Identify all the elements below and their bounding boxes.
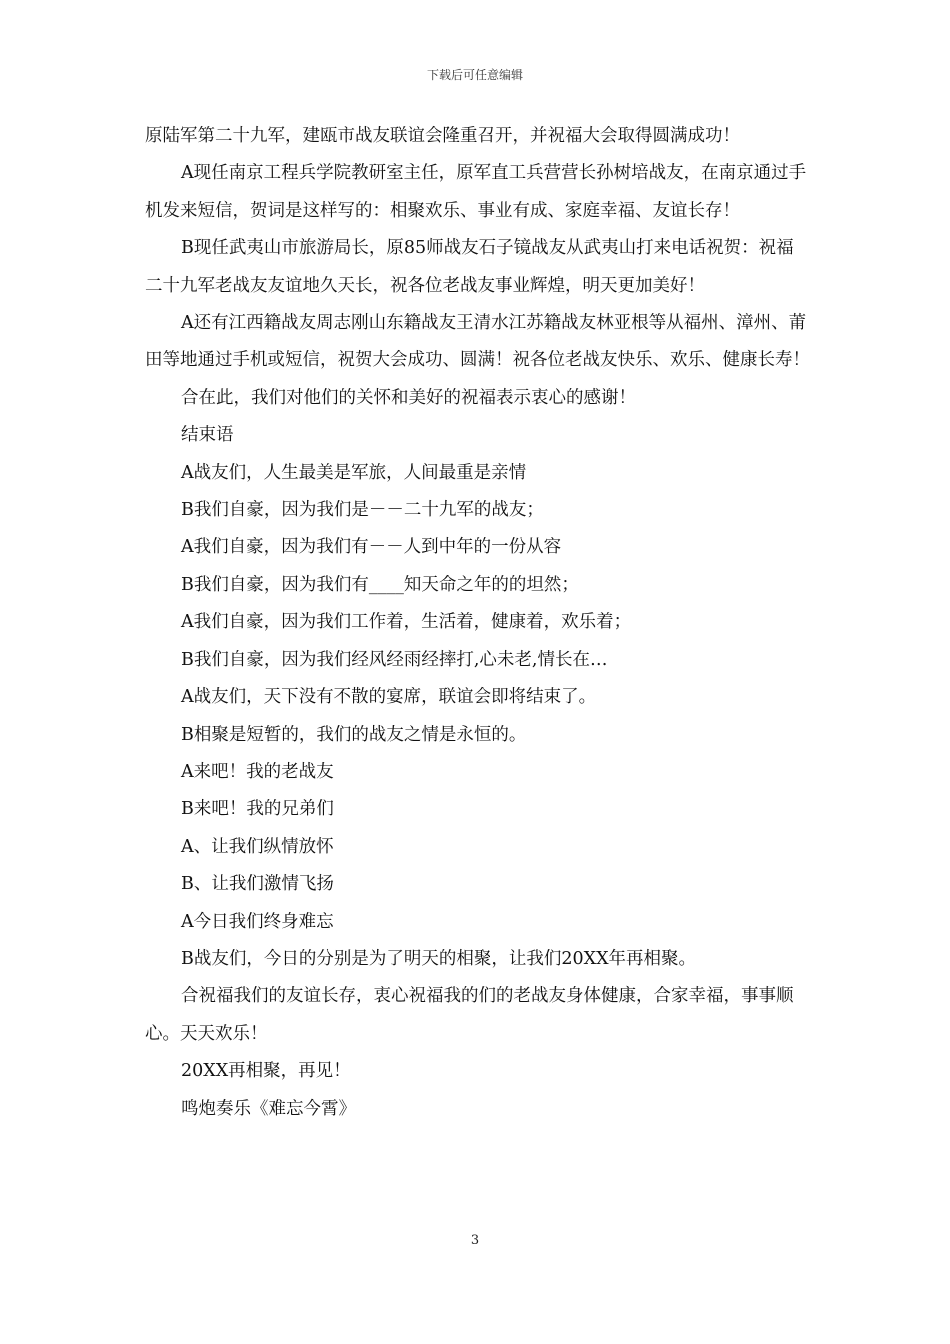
paragraph: A现任南京工程兵学院教研室主任，原军直工兵营营长孙树培战友，在南京通过手机发来短信，贺词是这样写的：相聚欢乐、事业有成、家庭幸福、友谊长存！ xyxy=(145,163,807,221)
paragraph: A、让我们纵情放怀 xyxy=(181,836,334,857)
paragraph: 合在此，我们对他们的关怀和美好的祝福表示衷心的感谢！ xyxy=(181,387,636,408)
paragraph: A今日我们终身难忘 xyxy=(181,911,334,932)
paragraph: A我们自豪，因为我们工作着，生活着，健康着，欢乐着； xyxy=(181,612,632,633)
paragraph: B现任武夷山市旅游局长，原85师战友石子镜战友从武夷山打来电话祝贺：祝福二十九军老战友友谊地久天长，祝各位老战友事业辉煌，明天更加美好！ xyxy=(145,238,794,296)
page-number: 3 xyxy=(470,1233,480,1248)
paragraph: B我们自豪，因为我们有____知天命之年的的坦然； xyxy=(181,574,579,595)
paragraph: B、让我们激情飞扬 xyxy=(181,874,334,895)
paragraph: A我们自豪，因为我们有－－人到中年的一份从容 xyxy=(181,537,562,558)
paragraph: 20XX再相聚，再见！ xyxy=(181,1061,351,1082)
paragraph: 合祝福我们的友谊长存，衷心祝福我的们的老战友身体健康，合家幸福，事事顺心。天天欢乐！ xyxy=(145,986,794,1044)
paragraph: 原陆军第二十九军，建瓯市战友联谊会隆重召开，并祝福大会取得圆满成功！ xyxy=(145,126,740,146)
paragraph: B我们自豪，因为我们是－－二十九军的战友； xyxy=(181,500,544,521)
paragraph: B我们自豪，因为我们经风经雨经摔打,心未老,情长在… xyxy=(181,649,608,670)
paragraph: 鸣炮奏乐《难忘今霄》 xyxy=(181,1098,356,1119)
paragraph: A还有江西籍战友周志刚山东籍战友王清水江苏籍战友林亚根等从福州、漳州、莆田等地通过手机或短信，祝贺大会成功、圆满！祝各位老战友快乐、欢乐、健康长寿！ xyxy=(145,313,810,371)
paragraph: B相聚是短暂的，我们的战友之情是永恒的。 xyxy=(181,724,527,745)
page-header: 下载后可任意编辑 xyxy=(426,68,523,82)
paragraph: A来吧！我的老战友 xyxy=(181,761,334,782)
paragraph: A战友们，天下没有不散的宴席，联谊会即将结束了。 xyxy=(181,687,597,708)
paragraph: B战友们，今日的分别是为了明天的相聚，让我们20XX年再相聚。 xyxy=(181,948,697,969)
paragraph: A战友们，人生最美是军旅，人间最重是亲情 xyxy=(181,462,527,483)
document-body xyxy=(145,118,810,1128)
section-heading: 结束语 xyxy=(181,425,234,446)
paragraph: B来吧！我的兄弟们 xyxy=(181,799,334,820)
